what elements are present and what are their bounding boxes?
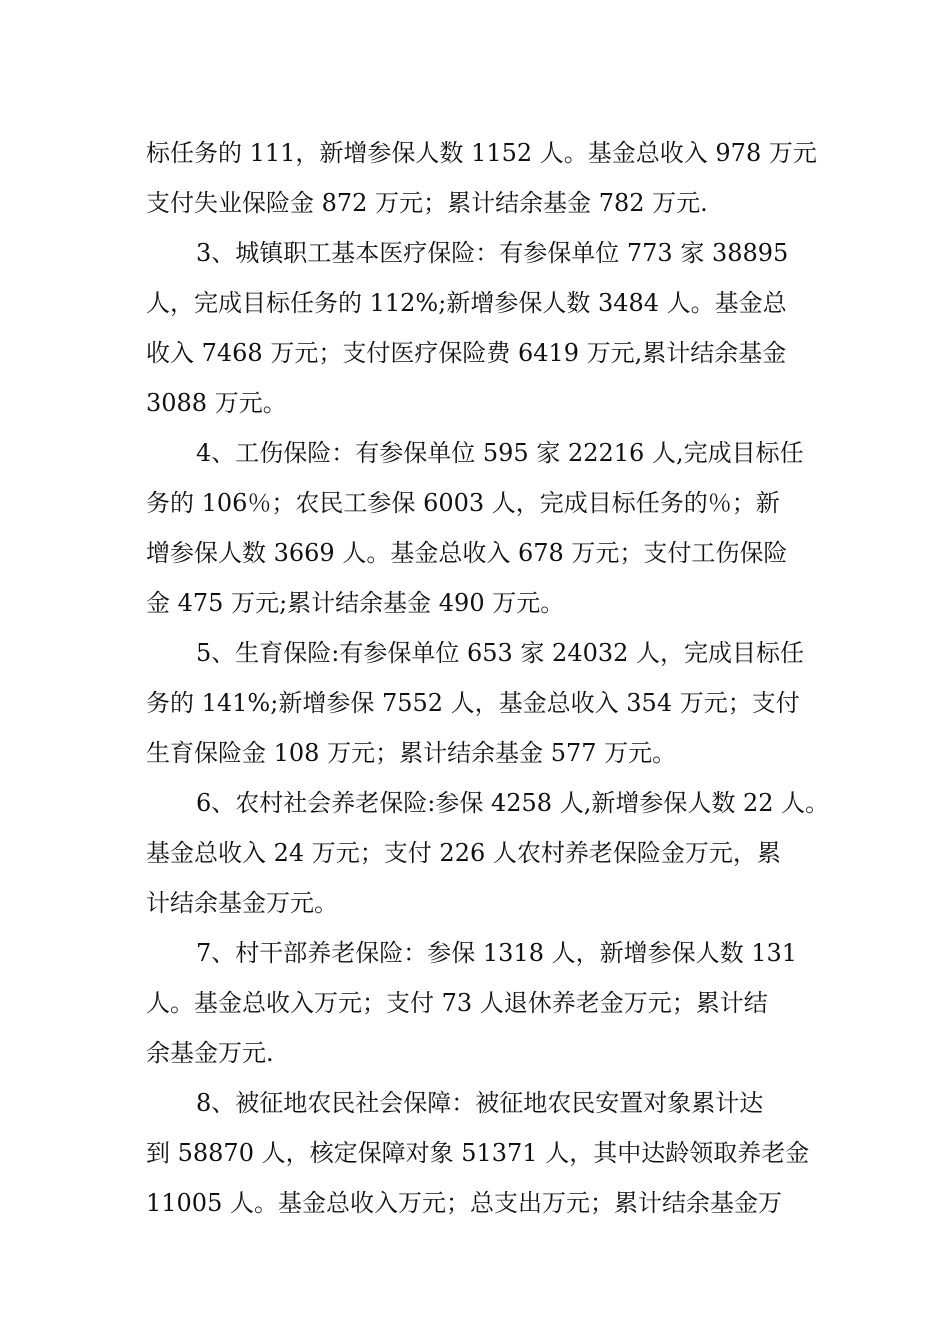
text-line: 3、城镇职工基本医疗保险：有参保单位 773 家 38895 (196, 239, 789, 267)
text-line: 人。基金总收入万元；支付 73 人退休养老金万元；累计结 (146, 989, 768, 1017)
text-line: 生育保险金 108 万元；累计结余基金 577 万元。 (146, 739, 677, 767)
text-line: 11005 人。基金总收入万元；总支出万元；累计结余基金万 (146, 1189, 782, 1217)
text-line: 计结余基金万元。 (146, 889, 338, 917)
text-line: 到 58870 人，核定保障对象 51371 人，其中达龄领取养老金 (146, 1139, 810, 1167)
text-line: 人，完成目标任务的 112%;新增参保人数 3484 人。基金总 (146, 289, 787, 317)
paragraph-work-injury-insurance (146, 428, 816, 628)
text-line: 务的 106％；农民工参保 6003 人，完成目标任务的％；新 (146, 489, 780, 517)
text-line: 务的 141%;新增参保 7552 人，基金总收入 354 万元；支付 (146, 689, 800, 717)
text-line: 支付失业保险金 872 万元；累计结余基金 782 万元. (146, 189, 708, 217)
text-line: 收入 7468 万元；支付医疗保险费 6419 万元,累计结余基金 (146, 339, 787, 367)
paragraph-rural-pension (146, 778, 830, 928)
text-line: 标任务的 111，新增参保人数 1152 人。基金总收入 978 万元 (146, 139, 817, 167)
text-line: 4、工伤保险：有参保单位 595 家 22216 人,完成目标任 (196, 439, 804, 467)
text-line: 余基金万元. (146, 1039, 274, 1067)
document-body (146, 128, 830, 1228)
text-line: 金 475 万元;累计结余基金 490 万元。 (146, 589, 565, 617)
text-line: 6、农村社会养老保险:参保 4258 人,新增参保人数 22 人。 (196, 789, 830, 817)
paragraph-medical-insurance (146, 228, 816, 428)
text-line: 3088 万元。 (146, 389, 287, 417)
paragraph-unemployment-continued (146, 128, 816, 228)
paragraph-village-cadre-pension (146, 928, 816, 1078)
text-line: 基金总收入 24 万元；支付 226 人农村养老保险金万元，累 (146, 839, 781, 867)
paragraph-maternity-insurance (146, 628, 816, 778)
paragraph-land-expropriated-farmers (146, 1078, 816, 1228)
text-line: 5、生育保险:有参保单位 653 家 24032 人，完成目标任 (196, 639, 805, 667)
text-line: 7、村干部养老保险：参保 1318 人，新增参保人数 131 (196, 939, 798, 967)
text-line: 增参保人数 3669 人。基金总收入 678 万元；支付工伤保险 (146, 539, 788, 567)
text-line: 8、被征地农民社会保障：被征地农民安置对象累计达 (196, 1089, 764, 1117)
